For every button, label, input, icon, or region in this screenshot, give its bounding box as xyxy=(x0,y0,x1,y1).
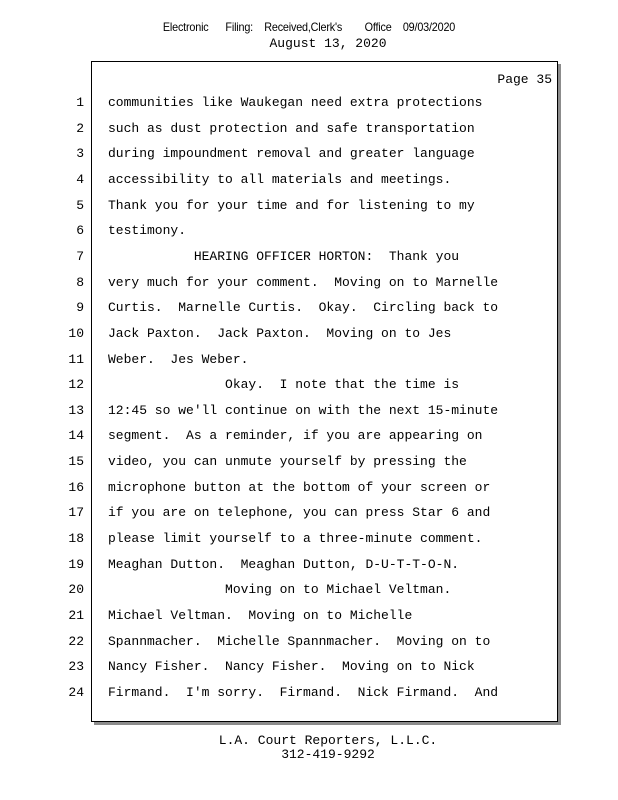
line-number: 19 xyxy=(68,557,84,572)
line-number: 1 xyxy=(76,95,84,110)
line-number: 15 xyxy=(68,454,84,469)
line-number: 21 xyxy=(68,608,84,623)
transcript-line: segment. As a reminder, if you are appearing on xyxy=(108,428,483,443)
line-number: 18 xyxy=(68,531,84,546)
transcript-line: if you are on telephone, you can press Star 6 and xyxy=(108,505,491,520)
transcript-line: Firmand. I'm sorry. Firmand. Nick Firmand. And xyxy=(108,685,499,700)
line-number: 17 xyxy=(68,505,84,520)
transcript-line: Michael Veltman. Moving on to Michelle xyxy=(108,608,413,623)
transcript-line: microphone button at the bottom of your screen or xyxy=(108,480,491,495)
line-number: 10 xyxy=(68,326,84,341)
line-number: 14 xyxy=(68,428,84,443)
transcript-line: accessibility to all materials and meetings. xyxy=(108,172,452,187)
transcript-line: Weber. Jes Weber. xyxy=(108,352,249,367)
transcript-line: HEARING OFFICER HORTON: Thank you xyxy=(108,249,460,264)
transcript-line: testimony. xyxy=(108,223,187,238)
transcript-line: Moving on to Michael Veltman. xyxy=(108,582,452,597)
transcript-date: August 13, 2020 xyxy=(269,36,387,51)
transcript-line: Meaghan Dutton. Meaghan Dutton, D-U-T-T-O-N. xyxy=(108,557,460,572)
line-number: 8 xyxy=(76,275,84,290)
line-number: 5 xyxy=(76,198,84,213)
line-number: 3 xyxy=(76,146,84,161)
transcript-line: video, you can unmute yourself by pressing the xyxy=(108,454,467,469)
transcript-line: such as dust protection and safe transportation xyxy=(108,121,475,136)
footer-phone: 312-419-9292 xyxy=(281,747,375,762)
footer-company: L.A. Court Reporters, L.L.C. xyxy=(218,733,438,748)
line-number: 12 xyxy=(68,377,84,392)
line-number: 22 xyxy=(68,634,84,649)
transcript-line: Jack Paxton. Jack Paxton. Moving on to Jes xyxy=(108,326,452,341)
transcript-line: communities like Waukegan need extra protections xyxy=(108,95,483,110)
line-number: 16 xyxy=(68,480,84,495)
line-number: 20 xyxy=(68,582,84,597)
transcript-line: Nancy Fisher. Nancy Fisher. Moving on to Nick xyxy=(108,659,475,674)
transcript-line: please limit yourself to a three-minute comment. xyxy=(108,531,483,546)
line-number: 11 xyxy=(68,352,84,367)
line-number: 24 xyxy=(68,685,84,700)
page-number: Page 35 xyxy=(497,72,552,87)
line-number: 6 xyxy=(76,223,84,238)
transcript-line: 12:45 so we'll continue on with the next 15-minute xyxy=(108,403,499,418)
line-number: 9 xyxy=(76,300,84,315)
line-number: 23 xyxy=(68,659,84,674)
transcript-line: Curtis. Marnelle Curtis. Okay. Circling back to xyxy=(108,300,499,315)
line-number: 13 xyxy=(68,403,84,418)
transcript-line: Okay. I note that the time is xyxy=(108,377,460,392)
transcript-line: Thank you for your time and for listening to my xyxy=(108,198,475,213)
transcript-line: very much for your comment. Moving on to Marnelle xyxy=(108,275,499,290)
filing-stamp: Electronic Filing: Received,Clerk's Office 09/03/2020 xyxy=(162,20,456,34)
transcript-line: Spannmacher. Michelle Spannmacher. Moving on to xyxy=(108,634,491,649)
line-number: 4 xyxy=(76,172,84,187)
line-number: 2 xyxy=(76,121,84,136)
line-number: 7 xyxy=(76,249,84,264)
transcript-line: during impoundment removal and greater language xyxy=(108,146,475,161)
